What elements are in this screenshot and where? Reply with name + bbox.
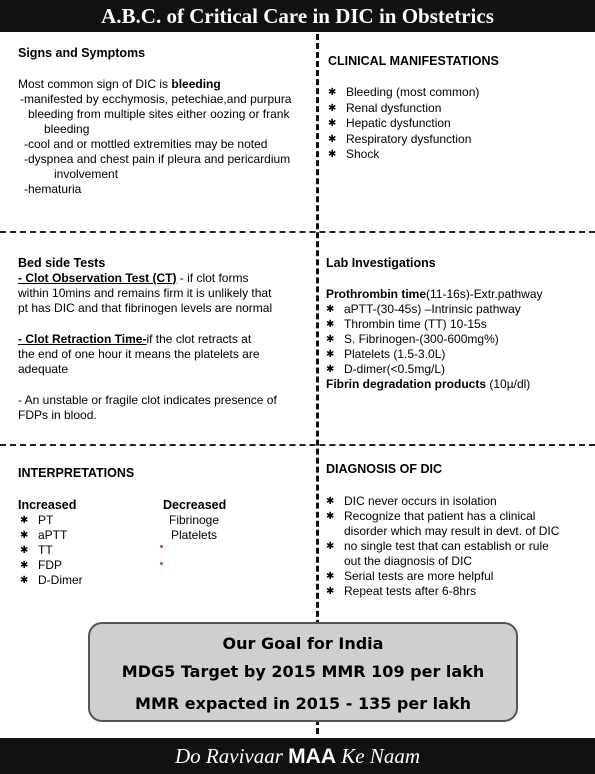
clot-observation-test: - Clot Observation Test (CT) - if clot forms bbox=[18, 271, 249, 285]
decreased-column bbox=[163, 498, 303, 543]
list-item: ✱ Platelets (1.5-3.0L) bbox=[326, 347, 588, 362]
list-item: ✱ Repeat tests after 6-8hrs bbox=[326, 584, 590, 599]
signs-section bbox=[18, 46, 310, 197]
goal-heading: Our Goal for India bbox=[222, 634, 384, 653]
interpretations-section bbox=[18, 466, 310, 587]
list-item: ✱ no single test that can establish or rule out the diagnosis of DIC bbox=[326, 539, 590, 569]
list-item: ✱ Renal dysfunction bbox=[328, 101, 588, 117]
signs-line: -hematuria bbox=[24, 182, 82, 196]
horizontal-divider-2 bbox=[0, 444, 595, 446]
list-item: ✱ Respiratory dysfunction bbox=[328, 132, 588, 148]
list-item: ✱ Thrombin time (TT) 10-15s bbox=[326, 317, 588, 332]
bedside-title: Bed side Tests bbox=[18, 256, 106, 270]
interpretations-title: INTERPRETATIONS bbox=[18, 466, 135, 480]
diagnosis-title: DIAGNOSIS OF DIC bbox=[326, 462, 442, 476]
decoration-dot bbox=[160, 562, 163, 565]
clot-retraction-time: - Clot Retraction Time-if the clot retracts at bbox=[18, 332, 252, 346]
signs-line: -cool and or mottled extremities may be noted bbox=[24, 137, 268, 151]
diagnosis-list bbox=[326, 494, 590, 599]
increased-column bbox=[18, 498, 158, 588]
signs-intro: Most common sign of DIC is bleeding bbox=[18, 77, 221, 91]
page-header bbox=[0, 0, 595, 32]
list-item: ✱ Recognize that patient has a clinical disorder which may result in devt. of DIC bbox=[326, 509, 590, 539]
lab-title: Lab Investigations bbox=[326, 256, 436, 270]
list-item: ✱ Hepatic dysfunction bbox=[328, 116, 588, 132]
diagnosis-section bbox=[326, 462, 590, 599]
list-item: ✱ Bleeding (most common) bbox=[328, 85, 588, 101]
text-line: within 10mins and remains firm it is unlikely that bbox=[18, 286, 272, 300]
list-item: ✱ PT bbox=[20, 513, 158, 528]
goal-expected: MMR expacted in 2015 - 135 per lakh bbox=[135, 694, 471, 713]
footer-text-1: Do Ravivaar bbox=[175, 744, 289, 768]
goal-target: MDG5 Target by 2015 MMR 109 per lakh bbox=[121, 662, 485, 681]
list-item: ✱ Serial tests are more helpful bbox=[326, 569, 590, 584]
list-item: ✱ FDP bbox=[20, 558, 158, 573]
list-item: ✱ aPTT bbox=[20, 528, 158, 543]
text-line: the end of one hour it means the platelets are bbox=[18, 347, 260, 361]
footer-text-3: Ke Naam bbox=[335, 744, 420, 768]
clinical-section bbox=[328, 54, 588, 163]
signs-line: involvement bbox=[54, 167, 119, 181]
list-item: Platelets bbox=[171, 528, 218, 542]
decoration-dot bbox=[160, 545, 163, 548]
signs-line: -manifested by ecchymosis, petechiae,and purpura bbox=[20, 92, 292, 106]
increased-title: Increased bbox=[18, 498, 77, 512]
signs-line: bleeding from multiple sites either oozing or frank bbox=[28, 107, 290, 121]
list-item: ✱ aPTT-(30-45s) –Intrinsic pathway bbox=[326, 302, 588, 317]
text-line: - An unstable or fragile clot indicates presence of bbox=[18, 393, 277, 407]
lab-list bbox=[326, 302, 588, 377]
signs-title: Signs and Symptoms bbox=[18, 46, 146, 60]
goal-box bbox=[88, 622, 518, 722]
fdp-line: Fibrin degradation products (10µ/dl) bbox=[326, 377, 531, 391]
list-item: ✱ DIC never occurs in isolation bbox=[326, 494, 590, 509]
clinical-list bbox=[328, 85, 588, 163]
text-line: pt has DIC and that fibrinogen levels are normal bbox=[18, 301, 273, 315]
signs-line: bleeding bbox=[44, 122, 90, 136]
list-item: ✱ Shock bbox=[328, 147, 588, 163]
horizontal-divider-1 bbox=[0, 231, 595, 233]
decreased-title: Decreased bbox=[163, 498, 227, 512]
bedside-section bbox=[18, 256, 314, 423]
list-item: ✱ S. Fibrinogen-(300-600mg%) bbox=[326, 332, 588, 347]
clinical-title: CLINICAL MANIFESTATIONS bbox=[328, 54, 499, 68]
list-item: ✱ TT bbox=[20, 543, 158, 558]
list-item: Fibrinoge bbox=[169, 513, 220, 527]
page-footer bbox=[0, 738, 595, 774]
increased-list bbox=[18, 513, 158, 588]
list-item: ✱ D-Dimer bbox=[20, 573, 158, 588]
page-title: A.B.C. of Critical Care in DIC in Obstetrics bbox=[101, 4, 494, 28]
prothrombin-time: Prothrombin time(11-16s)-Extr.pathway bbox=[326, 287, 543, 301]
lab-section bbox=[326, 256, 588, 392]
text-line: FDPs in blood. bbox=[18, 408, 97, 422]
list-item: ✱ D-dimer(<0.5mg/L) bbox=[326, 362, 588, 377]
footer-text-2: MAA bbox=[288, 745, 336, 768]
signs-line: -dyspnea and chest pain if pleura and pericardium bbox=[24, 152, 291, 166]
text-line: adequate bbox=[18, 362, 69, 376]
